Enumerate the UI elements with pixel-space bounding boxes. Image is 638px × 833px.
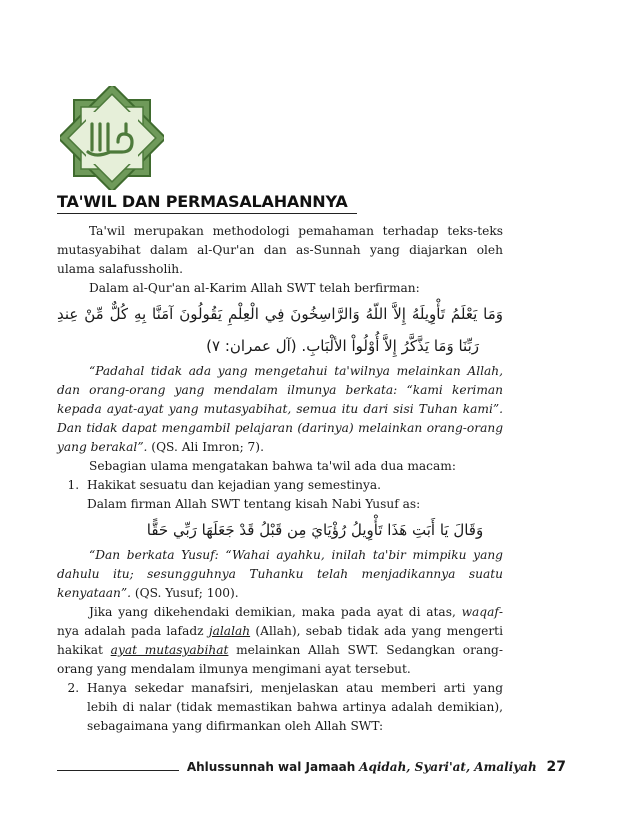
allah-calligraphy-emblem-icon <box>60 86 164 190</box>
waqaf-text-d: melainkan Allah SWT. Sedangkan orang-orang yang mendalam ilmunya mengimani ayat tersebut. <box>57 643 503 676</box>
list-item-1-text: Hakikat sesuatu dan kejadian yang semestinya. <box>87 478 382 492</box>
translation-yusuf <box>57 546 503 603</box>
jalalah-term: jalalah <box>208 624 251 638</box>
translation-ali-imron-ref: (QS. Ali Imron; 7). <box>147 440 264 454</box>
paragraph-two-kinds: Sebagian ulama mengatakan bahwa ta'wil ada dua macam: <box>89 459 456 473</box>
waqaf-text-a: Jika yang dikehendaki demikian, maka pada ayat di atas, <box>89 605 462 619</box>
paragraph-intro: Ta'wil merupakan methodologi pemahaman terhadap teks-teks mutasyabihat dalam al-Qur'an dan as-Sunnah yang diajarkan oleh ulama salafussholih. <box>57 224 503 276</box>
footer-rule <box>57 770 179 771</box>
translation-yusuf-ref: (QS. Yusuf; 100). <box>130 586 239 600</box>
list-item-1-firman: Dalam firman Allah SWT tentang kisah Nabi Yusuf as: <box>87 497 421 511</box>
body-text <box>57 222 503 736</box>
title-underline <box>57 213 357 214</box>
footer-subtitle: Aqidah, Syari'at, Amaliyah <box>359 760 537 774</box>
page-footer <box>57 759 566 775</box>
waqaf-text-c: (Allah), sebab tidak ada yang mengerti hakikat <box>57 624 503 657</box>
tawil-kinds-list-continued <box>57 679 503 736</box>
list-item: 2. Hanya sekedar manafsiri, menjelaskan atau memberi arti yang lebih di nalar (tidak memastikan bahwa artinya adalah demikian), sebagaimana yang difirmankan oleh Allah SWT: <box>83 679 503 736</box>
arabic-verse-1: وَمَا يَعْلَمُ تَأْوِيلَهُ إِلاَّ اللّهُ وَالرَّاسِخُونَ فِي الْعِلْمِ يَقُولُونَ آمَنَّا بِهِ كُلٌّ مِّنْ عِندِ <box>57 305 503 323</box>
paragraph-firman: Dalam al-Qur'an al-Karim Allah SWT telah berfirman: <box>89 281 420 295</box>
arabic-verse-2: رَبِّنَا وَمَا يَذَّكَّرُ إِلاَّ أُوْلُواْ الألْبَابِ. (آل عمران: ٧) <box>206 337 479 355</box>
paragraph-waqaf <box>57 603 503 679</box>
waqaf-term: waqaf <box>461 605 499 619</box>
translation-yusuf-text: “Dan berkata Yusuf: “Wahai ayahku, inilah ta'bir mimpiku yang dahulu itu; sesungguhnya Tuhanku telah menjadikannya suatu kenyataan”. <box>57 548 503 600</box>
page-number: 27 <box>546 759 566 775</box>
waqaf-text-b: -nya adalah pada lafadz <box>57 605 503 638</box>
translation-ali-imron <box>57 362 503 457</box>
ayat-mutasyabihat-term: ayat mutasyabihat <box>110 643 229 657</box>
list-item <box>83 476 503 546</box>
section-title: TA'WIL DAN PERMASALAHANNYA <box>57 192 348 211</box>
translation-ali-imron-text: “Padahal tidak ada yang mengetahui ta'wilnya melainkan Allah, dan orang-orang yang mendalam ilmunya berkata: “kami keriman kepada ayat-ayat yang mutasyabihat, semua itu dari sisi Tuhan kami”. Dan tidak dapat mengambil pelajaran (darinya) melainkan orang-orang yang berakal”. <box>57 364 503 454</box>
arabic-verse-yusuf: وَقَالَ يَا أَبَتِ هَذَا تَأْوِيلُ رُؤْيَايَ مِن قَبْلُ قَدْ جَعَلَهَا رَبِّي حَقًّا <box>146 521 484 539</box>
tawil-kinds-list <box>57 476 503 546</box>
footer-book-title: Ahlussunnah wal Jamaah <box>186 760 356 774</box>
